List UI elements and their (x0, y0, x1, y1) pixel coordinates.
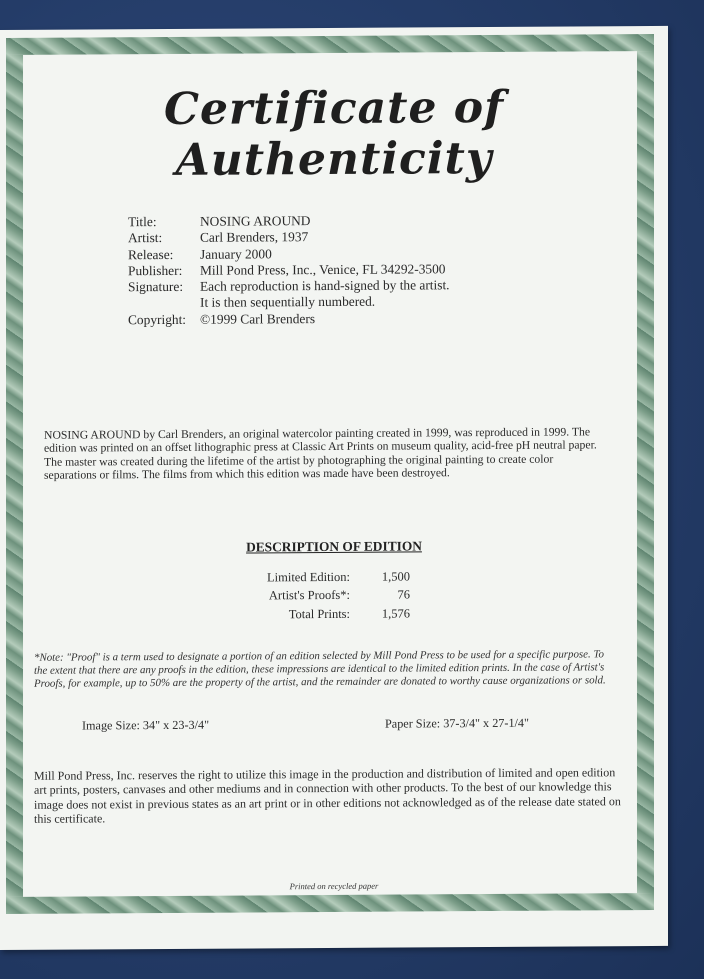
detail-row-title (128, 212, 450, 230)
edition-label: Artist's Proofs*: (268, 588, 350, 603)
image-size: Image Size: 34" x 23-3/4" (82, 717, 210, 733)
detail-row-signature (128, 277, 450, 295)
detail-value: NOSING AROUND (200, 213, 311, 229)
certificate-title: Certificate of Authenticity (163, 81, 505, 186)
edition-label: Limited Edition: (267, 569, 350, 585)
artwork-details (128, 212, 450, 328)
detail-key: Title: (128, 214, 157, 230)
detail-key: Release: (128, 246, 174, 262)
edition-value: 1,500 (381, 569, 410, 584)
edition-values (370, 567, 410, 622)
intro-paragraph: NOSING AROUND by Carl Brenders, an original watercolor painting created in 1999, was reproduced in 1999. The edition was printed on an offset lithographic press at Classic Art Prints on museum quality, acid-free pH neutral paper. The master was created during the lifetime of the artist by photographing the original painting to create color separations or films. The films from which this edition was made have been destroyed. (44, 425, 597, 483)
detail-key: Copyright: (128, 311, 187, 327)
detail-key: Artist: (128, 230, 163, 246)
detail-key: Signature: (128, 279, 184, 295)
paper-size: Paper Size: 37-3/4" x 27-1/4" (385, 715, 529, 731)
edition-value: 76 (397, 587, 410, 602)
detail-value: Each reproduction is hand-signed by the artist. (200, 277, 450, 294)
edition-labels (218, 568, 350, 624)
detail-value: Mill Pond Press, Inc., Venice, FL 34292-3500 (200, 261, 446, 278)
rights-paragraph: Mill Pond Press, Inc. reserves the right to utilize this image in the production and distribution of limited and open edition art prints, posters, canvases and other mediums and in connection with other products. To the best of our knowledge this image does not exist in previous states as an art print or in other editions not acknowledged as of the release date stated on this certificate. (34, 765, 621, 826)
detail-row-release (128, 245, 450, 263)
edition-heading: DESCRIPTION OF EDITION (246, 538, 422, 555)
certificate-paper (0, 26, 668, 950)
detail-row-signature-cont (128, 294, 450, 312)
detail-value: ©1999 Carl Brenders (200, 310, 316, 327)
detail-value: January 2000 (200, 245, 272, 262)
detail-key: Publisher: (128, 262, 183, 279)
detail-value: Carl Brenders, 1937 (200, 229, 309, 246)
edition-label: Total Prints: (288, 606, 350, 622)
edition-value: 1,576 (381, 606, 410, 621)
detail-value: It is then sequentially numbered. (200, 294, 376, 311)
detail-row-artist (128, 229, 450, 247)
detail-row-copyright (128, 310, 450, 328)
detail-row-publisher (128, 261, 450, 279)
proof-note: *Note: "Proof" is a term used to designate a portion of an edition selected by Mill Pond Press to be used for a specific purpose. To the extent that there are any proofs in the edition, these impressions are identical to the limited edition prints. In the case of Artist's Proofs, for example, up to 50% are the property of the artist, and the remainder are donated to worthy cause organizations or sold. (34, 648, 606, 691)
recycled-paper-note: Printed on recycled paper (289, 880, 379, 892)
detail-key (128, 295, 200, 312)
